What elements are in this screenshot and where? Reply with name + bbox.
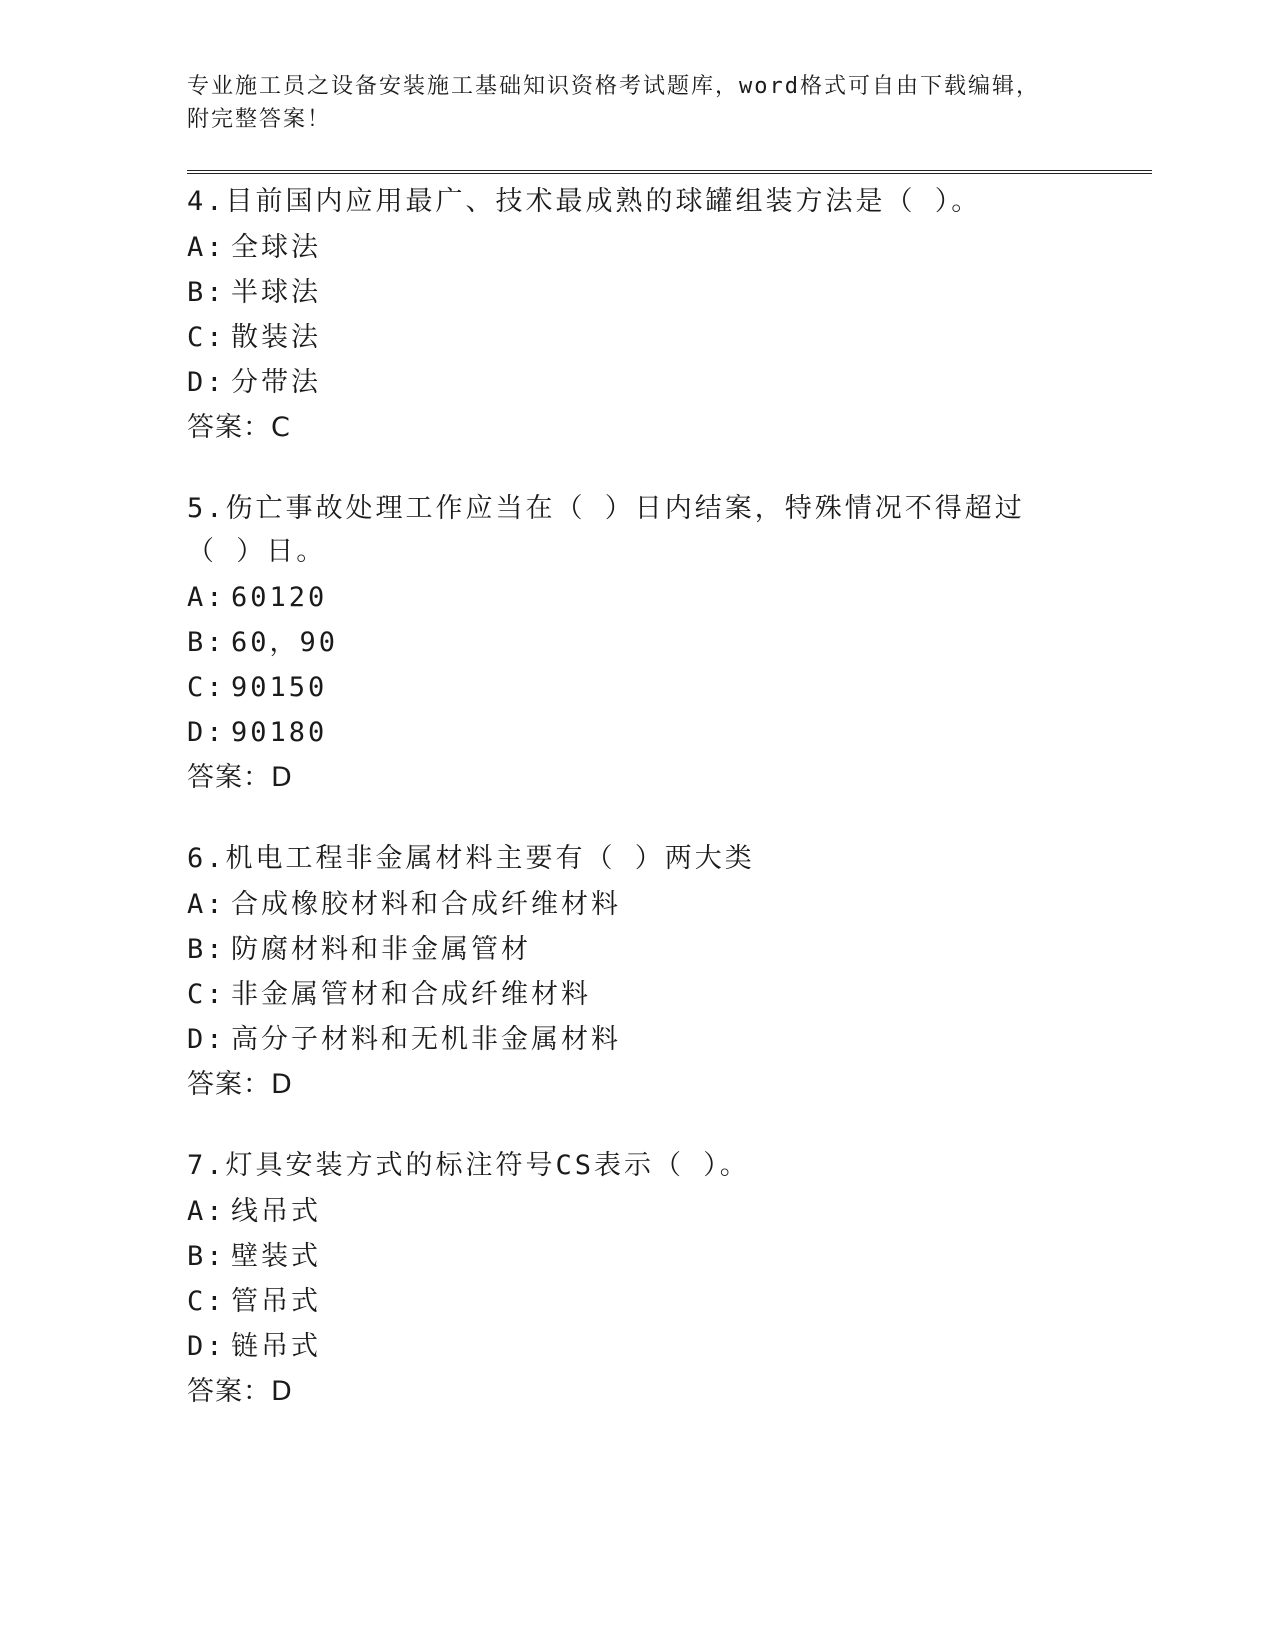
option-key: D:: [187, 717, 226, 748]
option-c: [187, 972, 1152, 1017]
option-text: 合成橡胶材料和合成纤维材料: [231, 889, 621, 920]
option-key: B:: [187, 1241, 226, 1272]
question-7: [187, 1144, 1152, 1415]
question-4: [187, 180, 1152, 451]
question-list: [187, 180, 1152, 1415]
answer-line: 答案：D: [187, 1376, 293, 1407]
option-text: 60120: [231, 582, 328, 613]
option-c: [187, 665, 1152, 710]
option-text: 高分子材料和无机非金属材料: [231, 1024, 621, 1055]
option-b: [187, 270, 1152, 315]
option-c: [187, 1279, 1152, 1324]
option-a: [187, 225, 1152, 270]
option-key: B:: [187, 934, 226, 965]
option-key: A:: [187, 582, 226, 613]
question-stem: 6.机电工程非金属材料主要有（ ）两大类: [187, 843, 755, 874]
option-text: 90180: [231, 717, 328, 748]
option-key: D:: [187, 367, 226, 398]
header-line-2: 附完整答案！: [187, 107, 332, 132]
option-text: 90150: [231, 672, 328, 703]
option-c: [187, 315, 1152, 360]
option-key: C:: [187, 1286, 226, 1317]
option-b: [187, 620, 1152, 665]
option-a: [187, 1189, 1152, 1234]
option-d: [187, 1017, 1152, 1062]
option-text: 壁装式: [231, 1241, 321, 1272]
option-text: 管吊式: [231, 1286, 321, 1317]
option-key: D:: [187, 1331, 226, 1362]
option-key: C:: [187, 672, 226, 703]
option-b: [187, 927, 1152, 972]
answer-line: 答案：D: [187, 762, 293, 793]
option-d: [187, 1324, 1152, 1369]
header-line-1: 专业施工员之设备安装施工基础知识资格考试题库，word格式可自由下载编辑，: [187, 74, 1040, 99]
option-text: 半球法: [231, 277, 321, 308]
option-key: C:: [187, 979, 226, 1010]
option-text: 非金属管材和合成纤维材料: [231, 979, 591, 1010]
option-text: 链吊式: [231, 1331, 321, 1362]
option-key: A:: [187, 889, 226, 920]
option-text: 散装法: [231, 322, 321, 353]
header-divider: [187, 170, 1152, 174]
question-stem: 7.灯具安装方式的标注符号CS表示（ ）。: [187, 1150, 750, 1181]
option-key: A:: [187, 232, 226, 263]
answer-line: 答案：D: [187, 1069, 293, 1100]
option-a: [187, 575, 1152, 620]
question-6: [187, 837, 1152, 1108]
option-text: 线吊式: [231, 1196, 321, 1227]
document-header: [187, 70, 1152, 136]
option-text: 全球法: [231, 232, 321, 263]
option-key: D:: [187, 1024, 226, 1055]
question-5: [187, 487, 1152, 801]
option-key: B:: [187, 627, 226, 658]
option-key: C:: [187, 322, 226, 353]
option-key: B:: [187, 277, 226, 308]
answer-line: 答案：C: [187, 412, 291, 443]
document-page: [187, 70, 1152, 1451]
option-text: 防腐材料和非金属管材: [231, 934, 531, 965]
option-d: [187, 360, 1152, 405]
option-key: A:: [187, 1196, 226, 1227]
option-a: [187, 882, 1152, 927]
question-stem: 4.目前国内应用最广、技术最成熟的球罐组装方法是（ ）。: [187, 186, 982, 217]
option-text: 60，90: [231, 627, 339, 658]
option-b: [187, 1234, 1152, 1279]
option-d: [187, 710, 1152, 755]
option-text: 分带法: [231, 367, 321, 398]
question-stem: 5.伤亡事故处理工作应当在（ ）日内结案，特殊情况不得超过（ ）日。: [187, 493, 1025, 567]
